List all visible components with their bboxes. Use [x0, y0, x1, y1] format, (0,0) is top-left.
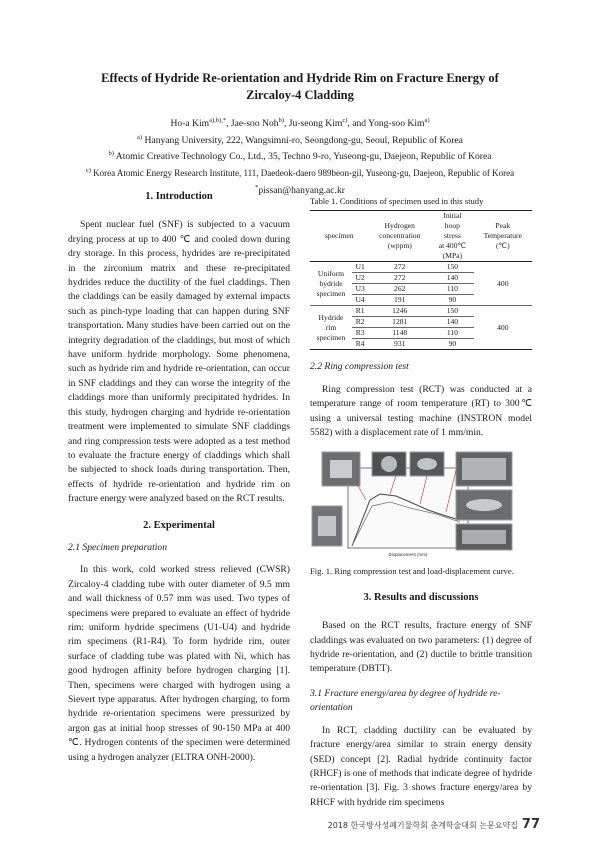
email: *pissan@hanyang.ac.kr [255, 183, 345, 196]
peak-uniform: 400 [497, 278, 509, 288]
table-row: R2 1281 140 [310, 317, 532, 328]
header-specimen: specimen [324, 231, 354, 241]
figure-1-graphic [310, 450, 532, 560]
experimental-heading: 2. Experimental [143, 519, 215, 531]
page-footer [328, 817, 540, 832]
specimen-table [310, 210, 532, 350]
intro-paragraph: Spent nuclear fuel (SNF) is subjected to a vacuum drying process at up to 400 ℃ and cooled down during dry storage. In this process, hydrides are re-precipitated in the zirconium matrix and these re-precipitated hydrides reduce the ductility of the fuel claddings. Then the claddings can be easily damaged by external impacts such as pinch-type loading that can happen during SNF transportation. Many studies have been carried out on the integrity degradation of the claddings, but most of which have uniform hydride morphology. Some phenomena, such as hydride rim and hydride re-orientation, can occur in SNF claddings and they can worse the integrity of the claddings more than uniformly precipitated hydrides. In this study, hydrogen charging and hydride re-orientation treatment were implemented to simulate SNF claddings and ring compression tests were adopted as a test method to evaluate the fracture energy of claddings which shall be subjected to shock loads during transportation. Then, effects of hydride re-orientation and hydride rim on fracture energy were analyzed based on the RCT results. [68, 219, 290, 505]
table-row: U2 272 140 [310, 273, 532, 284]
table-row: U4 191 90 [310, 295, 532, 306]
header-hoop: Initial hoop stress at 400℃ (MPa) [438, 211, 467, 261]
table-row: R4 931 90 [310, 339, 532, 350]
results-paragraph-2: In RCT, cladding ductility can be evaluated by fracture energy/area similar to strain energy density (SED) concept [2]. Radial hydride continuity factor (RHCF) is one of methods that indicate degree of hydride re-orientation [3]. Fig. 3 shows fracture energy/area by RHCF with hydride rim specimens [310, 724, 532, 808]
peak-rim: 400 [497, 322, 509, 332]
right-column [310, 194, 532, 820]
figure-x-label: Displacement (mm) [388, 552, 428, 558]
group-uniform: Uniform hydride specimen [316, 268, 346, 298]
page-number: 77 [521, 817, 540, 832]
footer-text: 2018 한국방사성폐기물학회 춘계학술대회 논문요약집 [327, 821, 518, 830]
affiliation-a: $^{a)}$ Hanyang University, 222, Wangsimni-ro, Seongdong-gu, Seoul, Republic of Korea [137, 133, 463, 146]
results-heading: 3. Results and discussions [363, 591, 479, 603]
table-row: Hydride rim specimen R1 1246 150 400 [310, 306, 532, 317]
table-row: R3 1148 110 [310, 328, 532, 339]
header-peak: Peak Temperature (℃) [483, 221, 522, 251]
author-block [40, 114, 560, 197]
rct-subheading: 2.2 Ring compression test [310, 361, 409, 373]
header-hydrogen: Hydrogen concentration (wppm) [379, 221, 421, 251]
paper-title: Effects of Hydride Re-orientation and Hydride Rim on Fracture Energy of Zircaloy-4 Cladding [101, 71, 499, 102]
table-header-row [310, 211, 532, 262]
intro-heading: 1. Introduction [145, 191, 213, 202]
table-caption: Table 1. Conditions of specimen used in this study [310, 196, 484, 206]
author-list: Ho-a Kim$^{a),b),*}$, Jae-soo Noh$^{b)}$, Ju-seong Kim$^{c)}$, and Yong-soo Kim$^{a)}$ [170, 117, 430, 130]
results-paragraph-1: Based on the RCT results, fracture energy of SNF claddings was evaluated on two parameters: (1) degree of hydride re-orientation, and (2) ductile to brittle transition temperature (DBTT). [310, 620, 532, 675]
group-rim: Hydride rim specimen [316, 312, 346, 342]
table-row: U3 262 110 [310, 284, 532, 295]
affiliation-c: $^{c)}$ Korea Atomic Energy Research Institute, 111, Daedeok-daero 989beon-gil, Yuseong-gu, Daejeon, Republic of Korea [85, 167, 515, 179]
left-column [68, 190, 290, 775]
rct-paragraph: Ring compression test (RCT) was conducted at a temperature range of room temperature (RT) to 300℃ using a universal testing machine (INSTRON model 5582) with a displacement rate of 1 mm/min. [310, 383, 532, 439]
affiliation-b: $^{b)}$ Atomic Creative Technology Co., Ltd., 35, Techno 9-ro, Yuseong-gu, Daejeon, Republic of Korea [108, 150, 492, 163]
specimen-prep-paragraph: In this work, cold worked stress relieved (CWSR) Zircaloy-4 cladding tube with outer diameter of 9.5 mm and wall thickness of 0.57 mm was used. Two types of specimens were prepared to evaluate an effect of hydride rim: uniform hydride specimens (U1-U4) and hydride rim specimens (R1-R4). To form hydride rim, outer surface of cladding tube was plated with Ni, which has good hydrogen affinity before hydrogen charging [1]. Then, specimens were charged with hydrogen using a Sievert type apparatus. After hydrogen charging, to form hydride re-orientation specimens were pressurized by argon gas at initial hoop stresses of 90-150 MPa at 400 ℃. Hydrogen contents of the specimen were determined using a hydrogen analyzer (ELTRA ONH-2000). [68, 564, 290, 763]
fracture-energy-subheading: 3.1 Fracture energy/area by degree of hydride re-orientation [310, 687, 501, 714]
specimen-prep-subheading: 2.1 Specimen preparation [68, 541, 168, 553]
figure-caption: Fig. 1. Ring compression test and load-displacement curve. [310, 566, 514, 577]
table-row: Uniform hydride specimen U1 272 150 400 [310, 262, 532, 273]
figure-1 [310, 450, 532, 560]
